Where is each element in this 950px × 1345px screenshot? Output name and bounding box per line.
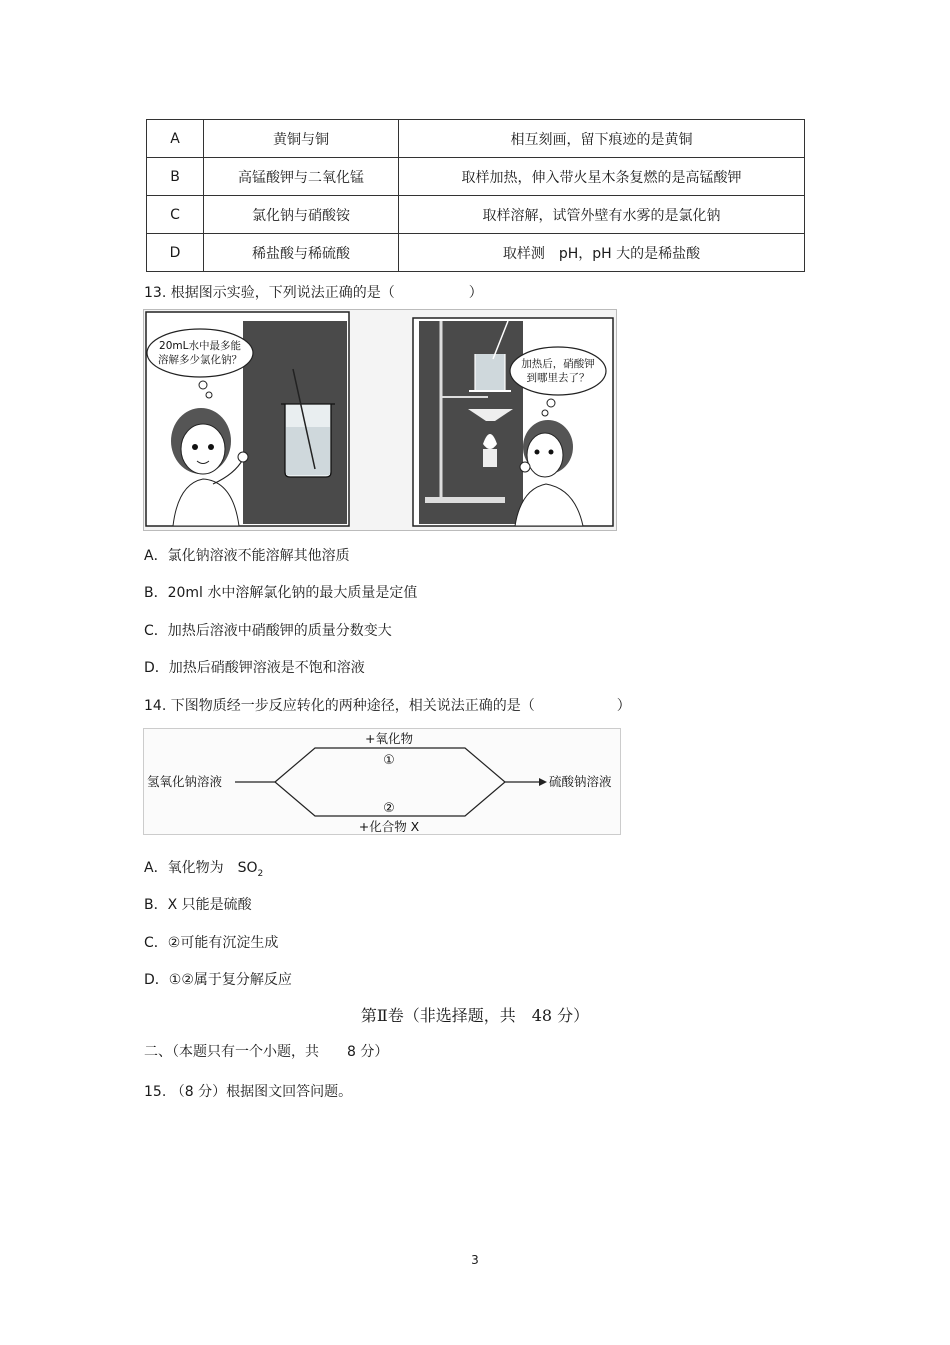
- path-2-reagent: +化合物 X: [358, 819, 420, 834]
- stem-text: 13. 根据图示实验，下列说法正确的是（: [144, 285, 395, 301]
- row-pair: 氯化钠与硝酸铵: [204, 196, 399, 234]
- part-2-title: 第Ⅱ卷（非选择题，共 48 分）: [360, 1006, 590, 1025]
- row-pair: 高锰酸钾与二氧化锰: [204, 158, 399, 196]
- row-label: A: [147, 120, 204, 158]
- start-substance: 氢氧化钠溶液: [147, 774, 223, 789]
- option-a-text: A．氧化物为 SO: [144, 860, 258, 876]
- section-heading: 二、（本题只有一个小题，共 8 分）: [144, 1044, 389, 1060]
- q13-option-b: B．20ml 水中溶解氯化钠的最大质量是定值: [144, 585, 418, 601]
- row-label: D: [147, 234, 204, 272]
- experiment-illustration: [143, 309, 617, 531]
- path-2-number: ②: [383, 801, 395, 816]
- table-row: [147, 158, 805, 196]
- q14-option-b: B．X 只能是硫酸: [144, 897, 252, 913]
- bubble-left-line-2: 溶解多少氯化钠？: [158, 354, 242, 366]
- bubble-left-line-1: 20mL水中最多能: [159, 340, 241, 352]
- stem-close: ）: [616, 698, 631, 714]
- q13-option-c: C．加热后溶液中硝酸钾的质量分数变大: [144, 623, 392, 639]
- row-pair: 稀盐酸与稀硫酸: [204, 234, 399, 272]
- end-substance: 硫酸钠溶液: [549, 774, 612, 789]
- row-method: 取样加热，伸入带火星木条复燃的是高锰酸钾: [399, 158, 805, 196]
- q14-option-c: C．②可能有沉淀生成: [144, 935, 279, 951]
- table-row: [147, 196, 805, 234]
- question-14-stem: [144, 695, 631, 715]
- speech-bubble-right: [510, 347, 606, 395]
- row-label: B: [147, 158, 204, 196]
- row-method: 取样溶解，试管外壁有水雾的是氯化钠: [399, 196, 805, 234]
- option-a-subscript: 2: [257, 868, 264, 879]
- page-number: 3: [471, 1253, 479, 1267]
- path-1-reagent: +氧化物: [365, 731, 413, 746]
- stem-close: ）: [468, 285, 483, 301]
- table-row: [147, 234, 805, 272]
- dark-backdrop-right: [419, 321, 523, 524]
- comparison-table: [146, 119, 805, 272]
- question-15-stem: 15. （8 分）根据图文回答问题。: [144, 1084, 353, 1100]
- row-method: 取样测 pH，pH 大的是稀盐酸: [399, 234, 805, 272]
- q13-option-d: D．加热后硝酸钾溶液是不饱和溶液: [144, 660, 365, 676]
- bubble-right-line-2: 到哪里去了？: [526, 372, 590, 384]
- row-method: 相互刻画，留下痕迹的是黄铜: [399, 120, 805, 158]
- q14-option-a: [144, 857, 263, 879]
- path-1-number: ①: [383, 753, 395, 768]
- reaction-pathway-diagram: [143, 728, 621, 835]
- speech-bubble-left: [147, 329, 253, 377]
- bubble-right-line-1: 加热后，硝酸钾: [521, 358, 595, 370]
- question-13-stem: [144, 282, 483, 302]
- q13-option-a: A．氯化钠溶液不能溶解其他溶质: [144, 548, 350, 564]
- row-label: C: [147, 196, 204, 234]
- stem-text: 14. 下图物质经一步反应转化的两种途径，相关说法正确的是（: [144, 698, 535, 714]
- row-pair: 黄铜与铜: [204, 120, 399, 158]
- table-row: [147, 120, 805, 158]
- q14-option-d: D．①②属于复分解反应: [144, 972, 292, 988]
